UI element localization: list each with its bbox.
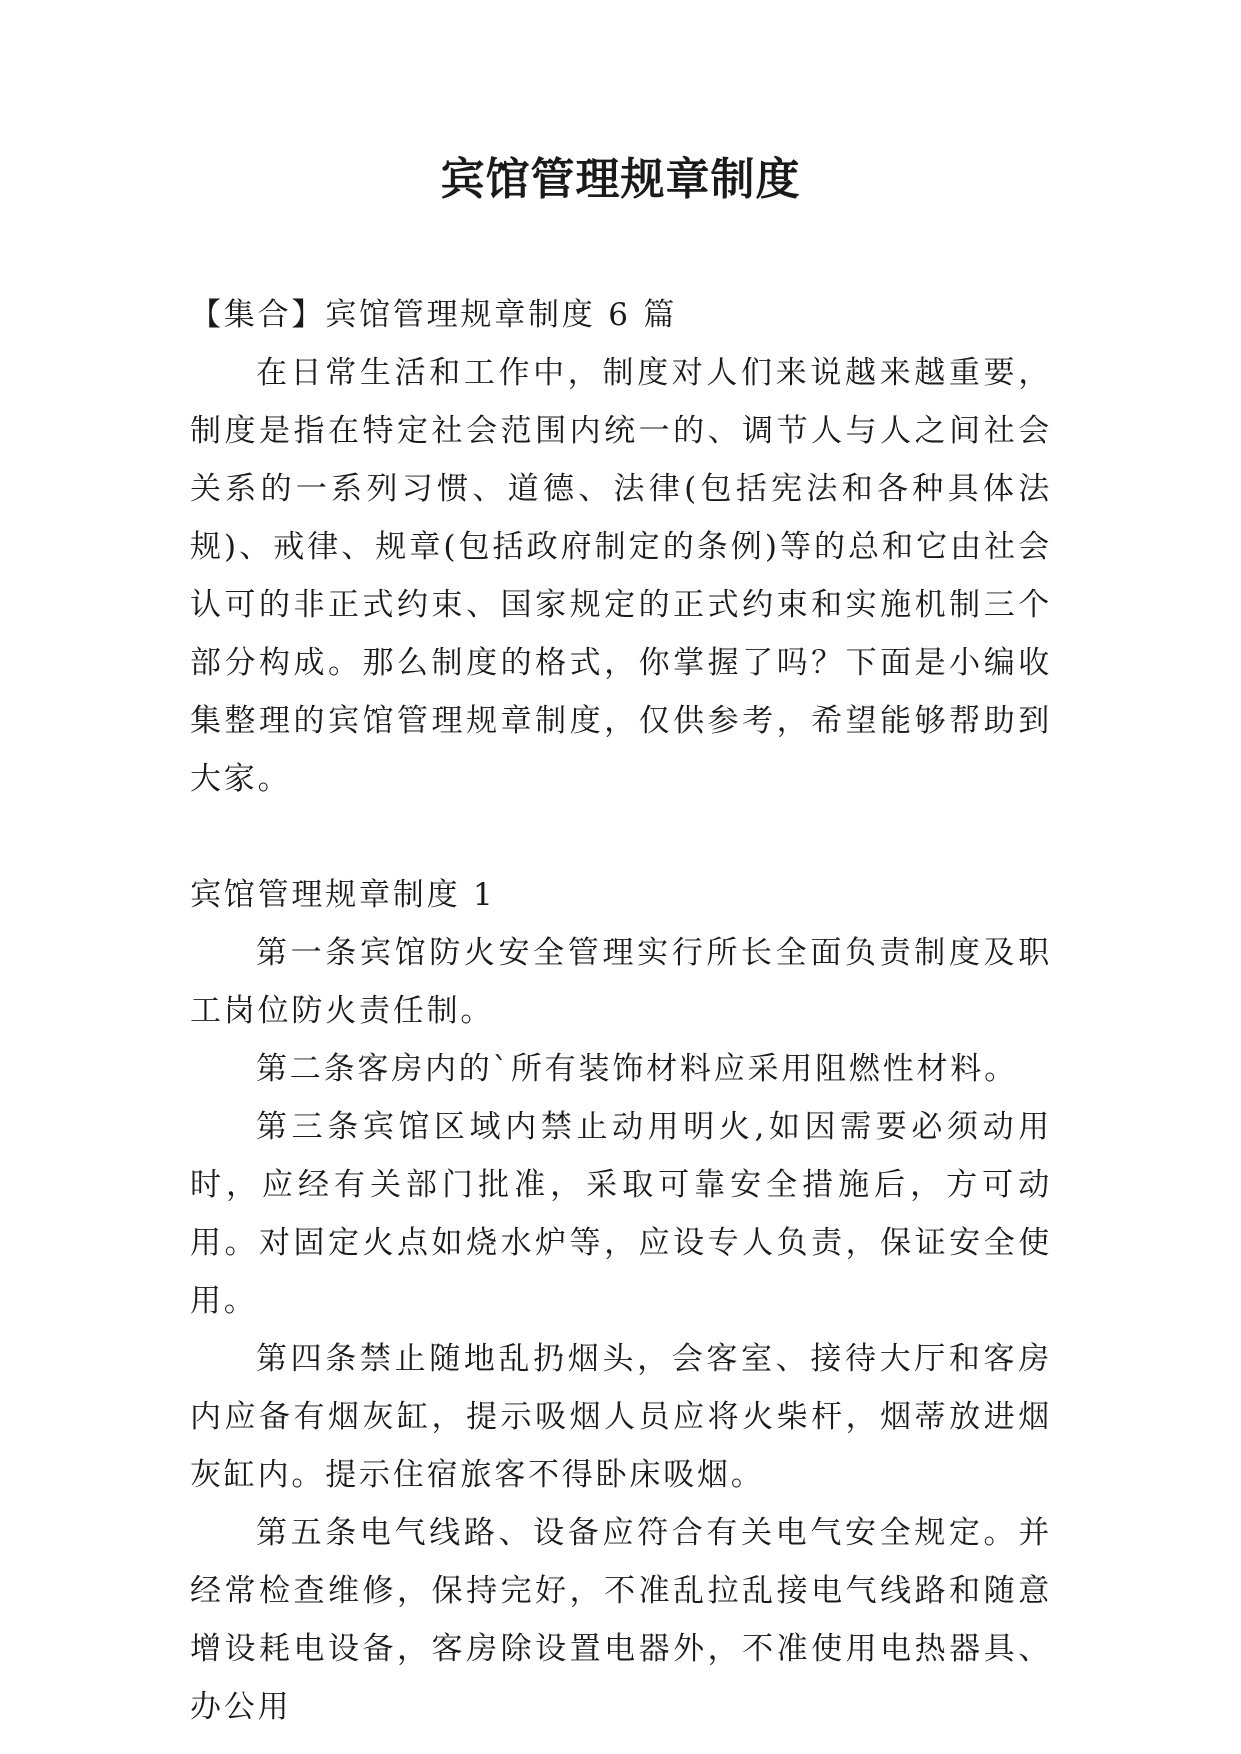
document-title: 宾馆管理规章制度: [440, 154, 801, 205]
article-paragraph: 第三条宾馆区域内禁止动用明火,如因需要必须动用时，应经有关部门批准，采取可靠安全措施后，方可动用。对固定火点如烧水炉等，应设专人负责，保证安全使用。: [190, 1109, 1052, 1319]
article-paragraph: 第二条客房内的`所有装饰材料应采用阻燃性材料。: [256, 1051, 1018, 1087]
article-paragraph: 第五条电气线路、设备应符合有关电气安全规定。并经常检查维修，保持完好，不准乱拉乱接电气线路和随意增设耗电设备，客房除设置电器外，不准使用电热器具、办公用: [190, 1515, 1052, 1725]
article-paragraph: 第四条禁止随地乱扔烟头，会客室、接待大厅和客房内应备有烟灰缸，提示吸烟人员应将火柴杆，烟蒂放进烟灰缸内。提示住宿旅客不得卧床吸烟。: [190, 1341, 1052, 1493]
collection-subtitle: 【集合】宾馆管理规章制度 6 篇: [190, 297, 678, 333]
document-body: [190, 286, 1052, 1736]
article-paragraph: 第一条宾馆防火安全管理实行所长全面负责制度及职工岗位防火责任制。: [190, 935, 1052, 1029]
intro-paragraph: 在日常生活和工作中，制度对人们来说越来越重要，制度是指在特定社会范围内统一的、调节人与人之间社会关系的一系列习惯、道德、法律(包括宪法和各种具体法规)、戒律、规章(包括政府制定的条例)等的总和它由社会认可的非正式约束、国家规定的正式约束和实施机制三个部分构成。那么制度的格式，你掌握了吗？下面是小编收集整理的宾馆管理规章制度，仅供参考，希望能够帮助到大家。: [190, 355, 1052, 797]
section-heading: 宾馆管理规章制度 1: [190, 877, 496, 913]
section-spacer: [190, 808, 1052, 866]
